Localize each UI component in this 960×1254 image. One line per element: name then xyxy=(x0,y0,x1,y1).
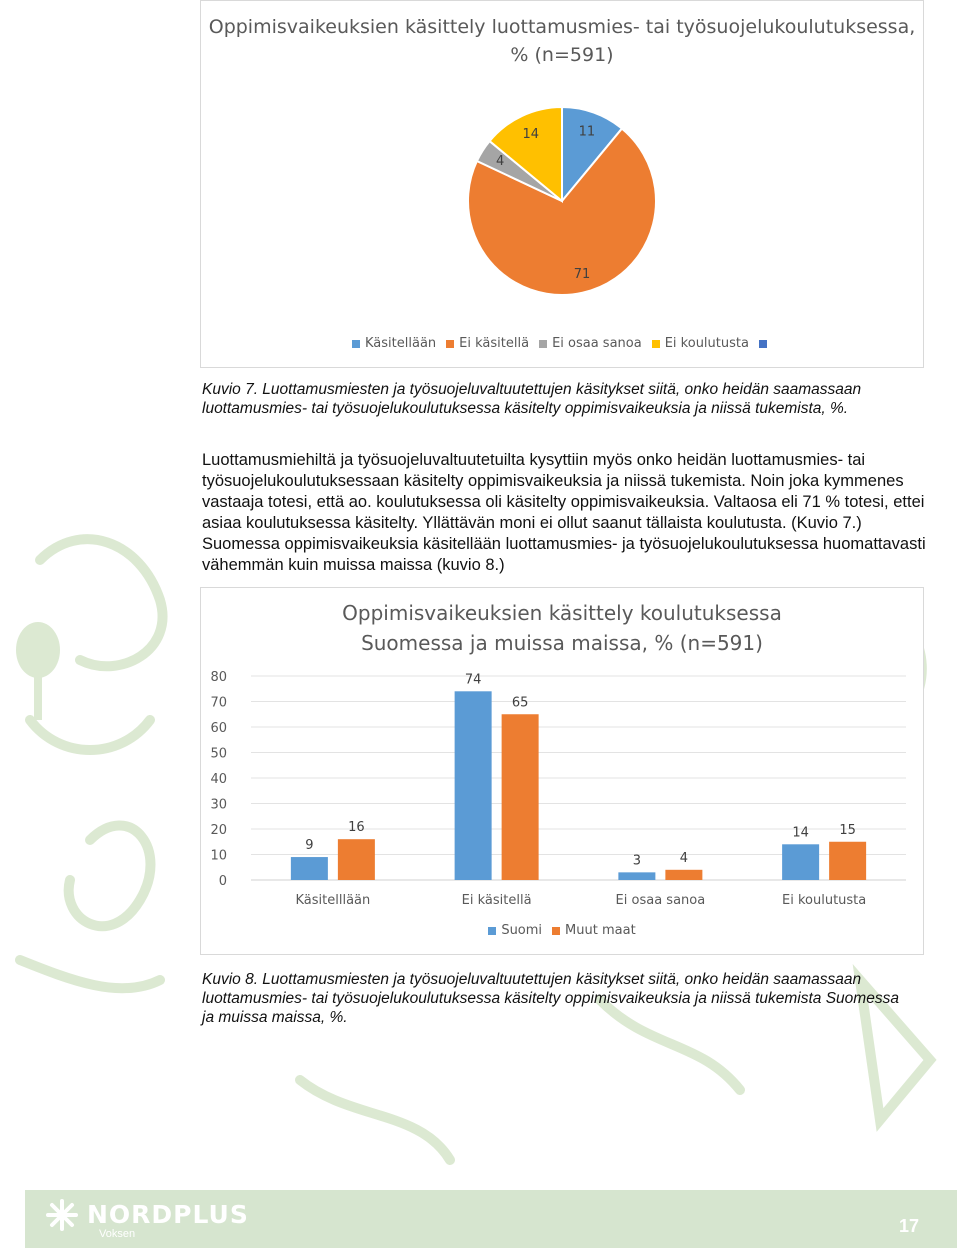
legend-swatch xyxy=(446,340,454,348)
legend-swatch xyxy=(552,927,560,935)
y-tick-label: 60 xyxy=(210,721,227,736)
legend-label: Käsitellään xyxy=(365,336,437,351)
legend-item-muut-maat xyxy=(552,923,636,938)
legend-swatch xyxy=(539,340,547,348)
y-tick-label: 20 xyxy=(210,823,227,838)
y-tick-label: 40 xyxy=(210,772,227,787)
legend-label: Ei koulutusta xyxy=(664,336,749,351)
x-tick-label: Ei käsitellä xyxy=(461,893,532,908)
logo-name: NORDPLUS xyxy=(87,1200,249,1229)
bar xyxy=(829,842,866,880)
legend-item-ei-osaa-sanoa xyxy=(539,336,642,351)
pie-legend xyxy=(201,336,923,351)
bar xyxy=(782,844,819,880)
pie-data-label: 4 xyxy=(495,154,505,170)
legend-label: Ei käsitellä xyxy=(459,336,530,351)
legend-swatch xyxy=(488,927,496,935)
y-tick-label: 30 xyxy=(210,797,227,813)
bar-data-label: 9 xyxy=(305,838,314,854)
bar-chart-title: Oppimisvaikeuksien käsittely koulutuksessa Suomessa ja muissa maissa, % (n=591) xyxy=(342,601,782,655)
pie-chart-title: Oppimisvaikeuksien käsittely luottamusmies- tai työsuojelukoulutuksessa, % (n=591) xyxy=(208,16,916,66)
bar xyxy=(618,872,655,880)
pie-data-label: 14 xyxy=(522,127,540,143)
figure-7-caption: Kuvio 7. Luottamusmiesten ja työsuojeluvaltuutettujen käsitykset siitä, onko heidän saamassaan luottamusmies- tai työsuojelukoulutuksessa käsitelty oppimisvaikeuksia ja niissä tukemista, %. xyxy=(202,381,862,417)
bar-chart-panel xyxy=(200,587,924,955)
figure-8-caption: Kuvio 8. Luottamusmiesten ja työsuojeluvaltuutettujen käsitykset siitä, onko heidän saamassaan luottamusmies- tai työsuojelukoulutuksessa käsitelty oppimisvaikeuksia ja niissä tukemista Suomessa ja muissa maissa, %. xyxy=(202,971,899,1026)
y-tick-label: 0 xyxy=(218,874,227,889)
pie-data-label: 11 xyxy=(578,124,596,140)
bar xyxy=(338,839,375,880)
bar-data-label: 4 xyxy=(679,850,689,866)
y-tick-label: 10 xyxy=(210,848,227,864)
bar xyxy=(291,857,328,880)
legend-swatch xyxy=(352,340,360,348)
x-tick-label: Ei osaa sanoa xyxy=(615,893,706,908)
x-tick-label: Ei koulutusta xyxy=(782,893,867,908)
legend-label: Suomi xyxy=(501,923,543,938)
bar-legend xyxy=(201,923,923,938)
legend-swatch xyxy=(652,340,660,348)
pie-chart xyxy=(201,1,923,321)
legend-item-suomi xyxy=(488,923,542,938)
legend-item-empty xyxy=(759,336,772,351)
pie-chart-panel xyxy=(200,0,924,368)
bar-data-label: 3 xyxy=(632,853,642,869)
y-tick-label: 70 xyxy=(210,695,227,711)
pie-data-label: 71 xyxy=(573,266,591,282)
bar-chart xyxy=(201,588,923,918)
bar-data-label: 14 xyxy=(792,825,809,841)
bar xyxy=(665,870,702,880)
legend-item-ei-kasitella xyxy=(446,336,529,351)
legend-label: Muut maat xyxy=(565,923,636,938)
logo-subtitle: Voksen xyxy=(99,1228,136,1240)
bar-data-label: 15 xyxy=(839,822,856,838)
bar-data-label: 16 xyxy=(348,820,365,836)
page-number: 17 xyxy=(898,1216,919,1236)
bar-data-label: 74 xyxy=(464,672,482,688)
legend-label: Ei osaa sanoa xyxy=(552,336,642,351)
bar xyxy=(455,691,492,880)
y-tick-label: 50 xyxy=(210,746,227,762)
legend-item-kasitellaan xyxy=(352,336,436,351)
bar-data-label: 65 xyxy=(511,695,529,711)
bar xyxy=(502,714,539,880)
nordplus-logo xyxy=(45,1198,249,1240)
y-tick-label: 80 xyxy=(210,670,227,685)
body-paragraph: Luottamusmiehiltä ja työsuojeluvaltuutetuilta kysyttiin myös onko heidän luottamusmies- tai työsuojelukoulutuksessaan käsitelty oppimisvaikeuksia ja niissä tukemista. Noin joka kymmenes vastaaja totesi, että ao. koulutuksessa oli käsitelty oppimisvaikeuksia. Valtaosa eli 71 % totesi, ettei asiaa koulutuksessa käsitelty. Yllättävän moni ei ollut saanut tällaista koulutusta. (Kuvio 7.) Suomessa oppimisvaikeuksia käsitellään luottamusmies- ja työsuojelukoulutuksessa huomattavasti vähemmän kuin muissa maissa (kuvio 8.) xyxy=(202,451,926,574)
page-footer xyxy=(25,1190,957,1248)
legend-item-ei-koulutusta xyxy=(652,336,749,351)
legend-swatch xyxy=(759,340,767,348)
x-tick-label: Käsitelllään xyxy=(295,893,371,908)
snowflake-icon xyxy=(45,1198,79,1232)
